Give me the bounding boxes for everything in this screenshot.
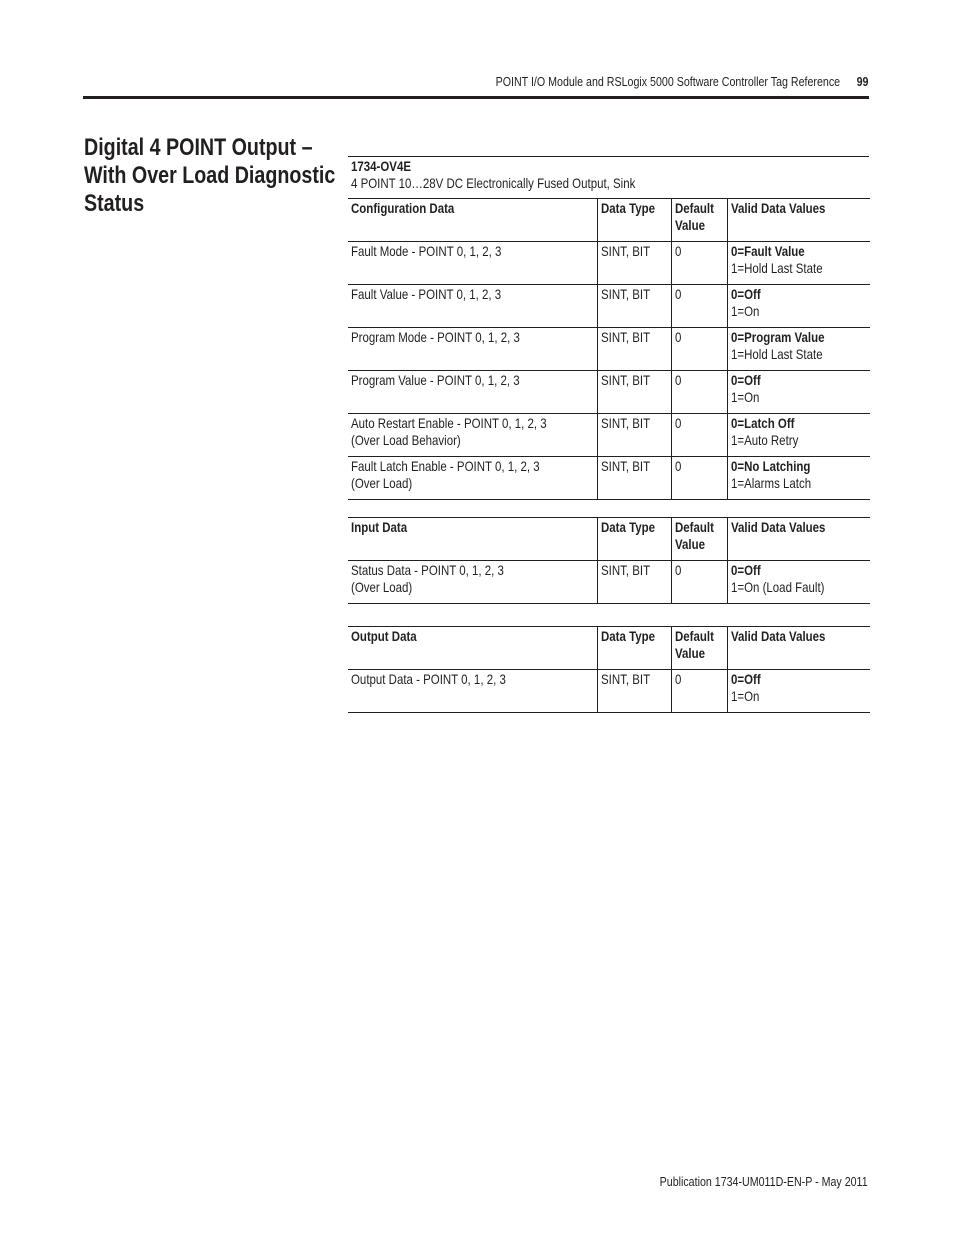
cell-name: Auto Restart Enable - POINT 0, 1, 2, 3 (Over Load Behavior) xyxy=(348,414,598,457)
header-data-type: Data Type xyxy=(598,199,672,242)
header-default-value: Default Value xyxy=(672,627,728,670)
table-row xyxy=(348,457,870,500)
cell-valid-values: 0=Off 1=On xyxy=(728,285,871,328)
header-name: Output Data xyxy=(348,627,598,670)
table-row xyxy=(348,414,870,457)
cell-default-value: 0 xyxy=(672,457,728,500)
cell-name: Status Data - POINT 0, 1, 2, 3 (Over Load) xyxy=(348,561,598,604)
cell-valid-values: 0=Fault Value 1=Hold Last State xyxy=(728,242,871,285)
cell-data-type: SINT, BIT xyxy=(598,328,672,371)
running-header: POINT I/O Module and RSLogix 5000 Software Controller Tag Reference xyxy=(495,74,841,89)
module-catalog-number: 1734-OV4E xyxy=(351,158,412,174)
table-header-row xyxy=(348,627,870,670)
table-row xyxy=(348,285,870,328)
cell-valid-values: 0=Latch Off 1=Auto Retry xyxy=(728,414,871,457)
table-row xyxy=(348,371,870,414)
cell-name: Program Mode - POINT 0, 1, 2, 3 xyxy=(348,328,598,371)
cell-name: Fault Value - POINT 0, 1, 2, 3 xyxy=(348,285,598,328)
cell-valid-values: 0=Off 1=On xyxy=(728,670,871,713)
cell-name: Fault Latch Enable - POINT 0, 1, 2, 3 (Over Load) xyxy=(348,457,598,500)
header-rule xyxy=(83,96,869,99)
cell-data-type: SINT, BIT xyxy=(598,285,672,328)
module-caption xyxy=(348,156,869,192)
cell-name: Fault Mode - POINT 0, 1, 2, 3 xyxy=(348,242,598,285)
header-valid-values: Valid Data Values xyxy=(728,518,871,561)
publication-footer: Publication 1734-UM011D-EN-P - May 2011 xyxy=(660,1174,868,1189)
table-row xyxy=(348,328,870,371)
cell-default-value: 0 xyxy=(672,371,728,414)
cell-valid-values: 0=Off 1=On xyxy=(728,371,871,414)
cell-valid-values: 0=No Latching 1=Alarms Latch xyxy=(728,457,871,500)
header-name: Configuration Data xyxy=(348,199,598,242)
cell-data-type: SINT, BIT xyxy=(598,670,672,713)
cell-name: Output Data - POINT 0, 1, 2, 3 xyxy=(348,670,598,713)
cell-default-value: 0 xyxy=(672,414,728,457)
module-description: 4 POINT 10…28V DC Electronically Fused Output, Sink xyxy=(351,175,636,191)
table-header-row xyxy=(348,199,870,242)
header-data-type: Data Type xyxy=(598,627,672,670)
cell-data-type: SINT, BIT xyxy=(598,242,672,285)
header-valid-values: Valid Data Values xyxy=(728,199,871,242)
cell-default-value: 0 xyxy=(672,285,728,328)
cell-valid-values: 0=Off 1=On (Load Fault) xyxy=(728,561,871,604)
table-row xyxy=(348,242,870,285)
cell-name: Program Value - POINT 0, 1, 2, 3 xyxy=(348,371,598,414)
header-name: Input Data xyxy=(348,518,598,561)
cell-data-type: SINT, BIT xyxy=(598,561,672,604)
cell-default-value: 0 xyxy=(672,670,728,713)
header-default-value: Default Value xyxy=(672,199,728,242)
output-data-table xyxy=(348,626,870,713)
header-default-value: Default Value xyxy=(672,518,728,561)
cell-data-type: SINT, BIT xyxy=(598,371,672,414)
cell-default-value: 0 xyxy=(672,242,728,285)
cell-data-type: SINT, BIT xyxy=(598,414,672,457)
header-valid-values: Valid Data Values xyxy=(728,627,871,670)
table-row xyxy=(348,670,870,713)
page-number: 99 xyxy=(856,74,868,89)
cell-default-value: 0 xyxy=(672,328,728,371)
table-row xyxy=(348,561,870,604)
configuration-data-table xyxy=(348,198,870,500)
header-data-type: Data Type xyxy=(598,518,672,561)
input-data-table xyxy=(348,517,870,604)
cell-default-value: 0 xyxy=(672,561,728,604)
cell-valid-values: 0=Program Value 1=Hold Last State xyxy=(728,328,871,371)
table-header-row xyxy=(348,518,870,561)
section-title: Digital 4 POINT Output – With Over Load Diagnostic Status xyxy=(84,134,336,217)
cell-data-type: SINT, BIT xyxy=(598,457,672,500)
